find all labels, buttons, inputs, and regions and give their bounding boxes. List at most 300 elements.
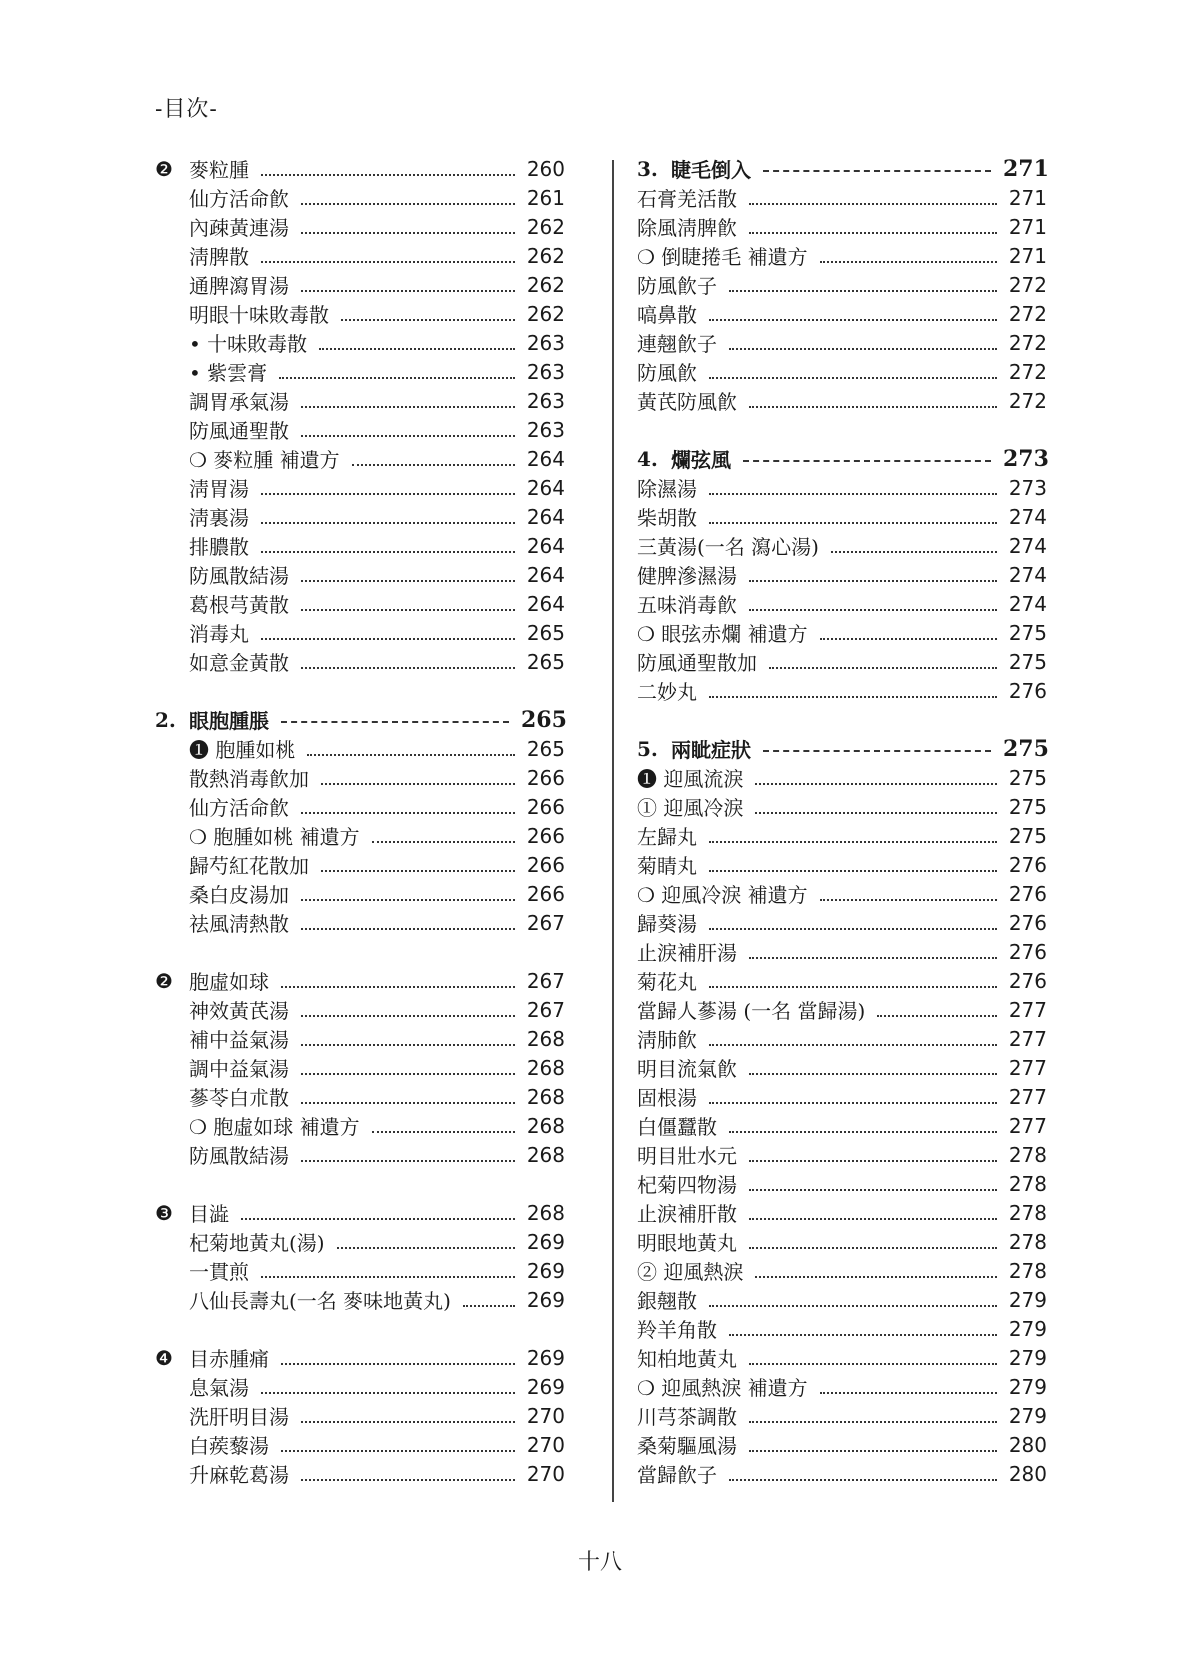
toc-entry[interactable] [637, 473, 1047, 502]
entry-title: 當歸人蔘湯 (一名 當歸湯) [637, 999, 866, 1023]
entry-title: 洗肝明目湯 [189, 1405, 289, 1429]
dot-leader [301, 1479, 515, 1481]
toc-entry[interactable] [155, 879, 565, 908]
dot-leader [749, 609, 997, 611]
toc-spacer [155, 1169, 565, 1198]
page-number: 276 [1008, 881, 1047, 906]
toc-entry[interactable] [637, 647, 1047, 676]
entry-title: 一貫煎 [189, 1260, 249, 1284]
dot-leader [301, 609, 515, 611]
entry-title: 左歸丸 [637, 825, 697, 849]
toc-entry[interactable] [155, 328, 565, 357]
dash-leader [763, 750, 991, 752]
dot-leader [749, 1247, 997, 1249]
page-number: 267 [526, 910, 565, 935]
entry-title: 嗃鼻散 [637, 303, 697, 327]
dot-leader [709, 696, 997, 698]
entry-title: 如意金黃散 [189, 651, 289, 675]
toc-entry[interactable] [155, 1372, 565, 1401]
entry-title: 神效黃芪湯 [189, 999, 289, 1023]
toc-entry[interactable] [155, 444, 565, 473]
page-number: 266 [526, 881, 565, 906]
toc-entry[interactable] [155, 1053, 565, 1082]
dot-leader [463, 1305, 515, 1307]
dot-leader [241, 1218, 515, 1220]
toc-entry[interactable] [155, 618, 565, 647]
entry-title: 黃芪防風飮 [637, 390, 737, 414]
entry-title: 息氣湯 [189, 1376, 249, 1400]
dash-leader [281, 721, 509, 723]
column-divider [612, 160, 614, 1502]
toc-entry[interactable] [637, 531, 1047, 560]
entry-title: 消毒丸 [189, 622, 249, 646]
toc-entry[interactable] [637, 299, 1047, 328]
toc-spacer [155, 1314, 565, 1343]
page-number: 263 [526, 417, 565, 442]
toc-entry[interactable] [637, 763, 1047, 792]
toc-entry[interactable] [637, 183, 1047, 212]
section-number: 3. [637, 156, 658, 181]
toc-entry[interactable] [637, 850, 1047, 879]
dot-leader [709, 377, 997, 379]
entry-title: 內疎黃連湯 [189, 216, 289, 240]
dot-leader [709, 1102, 997, 1104]
dot-leader [301, 1102, 515, 1104]
entry-title: 防風散結湯 [189, 1144, 289, 1168]
entry-title: ① 迎風冷淚 [637, 796, 744, 820]
entry-title: ❍ 倒睫捲毛 補遺方 [637, 245, 808, 269]
page-number: 280 [1008, 1432, 1047, 1457]
entry-title: 白蒺藜湯 [189, 1434, 269, 1458]
toc-entry[interactable] [637, 357, 1047, 386]
entry-title: 仙方活命飮 [189, 796, 289, 820]
entry-title: 八仙長壽丸(一名 麥味地黃丸) [189, 1289, 451, 1313]
dot-leader [749, 1218, 997, 1220]
page-number: 271 [1008, 243, 1047, 268]
page-number: 270 [526, 1461, 565, 1486]
entry-title: 桑白皮湯加 [189, 883, 289, 907]
toc-entry[interactable] [637, 1285, 1047, 1314]
toc-entry[interactable] [155, 1430, 565, 1459]
toc-entry[interactable] [637, 1111, 1047, 1140]
toc-entry[interactable] [637, 1169, 1047, 1198]
entry-title: • 十味敗毒散 [189, 332, 308, 356]
dot-leader [301, 435, 515, 437]
dot-leader [749, 232, 997, 234]
page-number: 266 [526, 852, 565, 877]
entry-marker: ❸ [155, 1200, 173, 1225]
entry-title: 麥粒腫 [189, 158, 249, 182]
entry-title: 防風飮 [637, 361, 697, 385]
toc-entry[interactable] [637, 241, 1047, 270]
page-number: 266 [526, 794, 565, 819]
page-number: 269 [526, 1258, 565, 1283]
section-number: 5. [637, 736, 658, 761]
toc-entry[interactable] [155, 299, 565, 328]
page-number: 265 [526, 736, 565, 761]
page-number: 264 [526, 475, 565, 500]
dot-leader [261, 174, 515, 176]
dot-leader [709, 870, 997, 872]
page-number: 276 [1008, 939, 1047, 964]
toc-spacer [155, 676, 565, 705]
page-number: 270 [526, 1403, 565, 1428]
entry-title: 知柏地黃丸 [637, 1347, 737, 1371]
dot-leader [749, 203, 997, 205]
entry-title: 排膿散 [189, 535, 249, 559]
page-number: 265 [526, 620, 565, 645]
toc-section-heading[interactable] [155, 705, 565, 734]
entry-title: 調胃承氣湯 [189, 390, 289, 414]
page-number: 278 [1008, 1200, 1047, 1225]
page-number: 264 [526, 504, 565, 529]
toc-entry[interactable] [155, 763, 565, 792]
toc-entry[interactable] [155, 154, 565, 183]
dot-leader [709, 319, 997, 321]
page-header: -目次- [155, 97, 218, 122]
page-number: 279 [1008, 1316, 1047, 1341]
page-number: 267 [526, 997, 565, 1022]
page-number: 268 [526, 1113, 565, 1138]
toc-entry[interactable] [155, 1343, 565, 1372]
toc-entry[interactable] [637, 560, 1047, 589]
dot-leader [820, 261, 997, 263]
dot-leader [301, 667, 515, 669]
toc-entry[interactable] [637, 386, 1047, 415]
dot-leader [301, 812, 515, 814]
dot-leader [729, 1334, 997, 1336]
toc-entry[interactable] [155, 502, 565, 531]
page-number: 274 [1008, 504, 1047, 529]
entry-title: ② 迎風熱淚 [637, 1260, 744, 1284]
entry-title: 目澁 [189, 1202, 229, 1226]
entry-title: 防風散結湯 [189, 564, 289, 588]
dot-leader [261, 638, 515, 640]
page-number: 271 [1008, 214, 1047, 239]
entry-title: 蔘苓白朮散 [189, 1086, 289, 1110]
entry-title: 明眼十味敗毒散 [189, 303, 329, 327]
page-number: 277 [1008, 1113, 1047, 1138]
page-number: 265 [526, 649, 565, 674]
dot-leader [820, 638, 997, 640]
page-number: 265 [521, 706, 567, 733]
page-number: 275 [1008, 765, 1047, 790]
toc-entry[interactable] [637, 966, 1047, 995]
page-number: 277 [1008, 1026, 1047, 1051]
toc-entry[interactable] [155, 995, 565, 1024]
page-number: 261 [526, 185, 565, 210]
page-number: 268 [526, 1084, 565, 1109]
entry-title: 止淚補肝散 [637, 1202, 737, 1226]
toc-entry[interactable] [155, 850, 565, 879]
entry-title: 當歸飮子 [637, 1463, 717, 1487]
page-number: 275 [1003, 735, 1049, 762]
entry-marker: ❷ [155, 156, 173, 181]
page-number: 274 [1008, 562, 1047, 587]
dot-leader [261, 1276, 515, 1278]
page-number: 262 [526, 272, 565, 297]
page-number: 266 [526, 823, 565, 848]
entry-title: 銀翹散 [637, 1289, 697, 1313]
page-number: 262 [526, 243, 565, 268]
dot-leader [709, 986, 997, 988]
toc-entry[interactable] [155, 183, 565, 212]
toc-section-heading[interactable] [637, 154, 1047, 183]
toc-entry[interactable] [637, 1053, 1047, 1082]
entry-title: 白僵蠶散 [637, 1115, 717, 1139]
entry-title: 升麻乾葛湯 [189, 1463, 289, 1487]
page-number: 269 [526, 1287, 565, 1312]
toc-entry[interactable] [155, 966, 565, 995]
toc-entry[interactable] [637, 1024, 1047, 1053]
dot-leader [749, 1073, 997, 1075]
entry-title: 明目流氣飮 [637, 1057, 737, 1081]
entry-title: 石膏羌活散 [637, 187, 737, 211]
dot-leader [729, 1131, 997, 1133]
entry-title: 淸胃湯 [189, 477, 249, 501]
page-number: 278 [1008, 1171, 1047, 1196]
page-number: 279 [1008, 1374, 1047, 1399]
dot-leader [372, 841, 515, 843]
entry-title: 防風通聖散加 [637, 651, 757, 675]
entry-title: 仙方活命飮 [189, 187, 289, 211]
page-number: 277 [1008, 1055, 1047, 1080]
toc-entry[interactable] [155, 792, 565, 821]
toc-entry[interactable] [155, 386, 565, 415]
page-number: 263 [526, 330, 565, 355]
section-number: 2. [155, 707, 176, 732]
toc-entry[interactable] [637, 618, 1047, 647]
page-number: 263 [526, 388, 565, 413]
page-number: 272 [1008, 388, 1047, 413]
dot-leader [352, 464, 515, 466]
toc-entry[interactable] [637, 1401, 1047, 1430]
entry-title: ❍ 麥粒腫 補遺方 [189, 448, 340, 472]
toc-entry[interactable] [155, 1256, 565, 1285]
dot-leader [301, 1044, 515, 1046]
toc-entry[interactable] [155, 473, 565, 502]
dot-leader [749, 406, 997, 408]
toc-entry[interactable] [155, 415, 565, 444]
entry-title: 通脾瀉胃湯 [189, 274, 289, 298]
page-number: 276 [1008, 910, 1047, 935]
entry-title: • 紫雲膏 [189, 361, 268, 385]
toc-entry[interactable] [637, 502, 1047, 531]
page-number: 269 [526, 1229, 565, 1254]
page-number: 277 [1008, 997, 1047, 1022]
page-number: 269 [526, 1374, 565, 1399]
dot-leader [709, 1044, 997, 1046]
toc-entry[interactable] [155, 589, 565, 618]
dot-leader [301, 203, 515, 205]
toc-entry[interactable] [155, 1082, 565, 1111]
toc-entry[interactable] [637, 328, 1047, 357]
entry-marker: ❷ [155, 968, 173, 993]
entry-title: 菊睛丸 [637, 854, 697, 878]
toc-entry[interactable] [637, 1459, 1047, 1488]
toc-entry[interactable] [637, 1256, 1047, 1285]
toc-entry[interactable] [637, 1198, 1047, 1227]
entry-title: 淸裏湯 [189, 506, 249, 530]
toc-entry[interactable] [637, 879, 1047, 908]
dot-leader [749, 1189, 997, 1191]
toc-entry[interactable] [155, 531, 565, 560]
dot-leader [301, 899, 515, 901]
page-number: 275 [1008, 823, 1047, 848]
toc-entry[interactable] [637, 908, 1047, 937]
toc-section-heading[interactable] [637, 444, 1047, 473]
toc-entry[interactable] [155, 1111, 565, 1140]
toc-entry[interactable] [155, 1140, 565, 1169]
toc-entry[interactable] [637, 1343, 1047, 1372]
dot-leader [749, 1363, 997, 1365]
entry-title: 明目壯水元 [637, 1144, 737, 1168]
toc-entry[interactable] [155, 560, 565, 589]
dot-leader [341, 319, 515, 321]
dot-leader [749, 1450, 997, 1452]
page-number: 278 [1008, 1258, 1047, 1283]
toc-section-heading[interactable] [637, 734, 1047, 763]
toc-entry[interactable] [637, 1082, 1047, 1111]
dot-leader [755, 783, 997, 785]
toc-entry[interactable] [155, 1285, 565, 1314]
entry-title: 五味消毒飮 [637, 593, 737, 617]
toc-entry[interactable] [637, 937, 1047, 966]
dot-leader [301, 406, 515, 408]
dot-leader [749, 1421, 997, 1423]
dot-leader [319, 348, 515, 350]
toc-entry[interactable] [637, 589, 1047, 618]
entry-title: 除濕湯 [637, 477, 697, 501]
page-number: 278 [1008, 1142, 1047, 1167]
dot-leader [307, 754, 515, 756]
toc-entry[interactable] [155, 1227, 565, 1256]
dot-leader [831, 551, 997, 553]
entry-title: 歸芍紅花散加 [189, 854, 309, 878]
dot-leader [749, 957, 997, 959]
toc-entry[interactable] [637, 1430, 1047, 1459]
toc-entry[interactable] [155, 1198, 565, 1227]
page-number: 279 [1008, 1345, 1047, 1370]
page-number: 276 [1008, 678, 1047, 703]
dot-leader [301, 1073, 515, 1075]
dot-leader [261, 261, 515, 263]
dot-leader [709, 928, 997, 930]
dot-leader [261, 1392, 515, 1394]
toc-entry[interactable] [155, 1024, 565, 1053]
section-title: 眼胞腫脹 [189, 709, 269, 733]
toc-entry[interactable] [637, 212, 1047, 241]
toc-entry[interactable] [155, 647, 565, 676]
toc-entry[interactable] [637, 1140, 1047, 1169]
entry-title: 柴胡散 [637, 506, 697, 530]
toc-entry[interactable] [637, 1314, 1047, 1343]
page-number: 271 [1008, 185, 1047, 210]
toc-entry[interactable] [155, 908, 565, 937]
entry-marker: ❹ [155, 1345, 173, 1370]
page-number: 271 [1003, 155, 1049, 182]
entry-title: 葛根芎黃散 [189, 593, 289, 617]
entry-title: ❶ 胞腫如桃 [189, 738, 296, 762]
dot-leader [755, 812, 997, 814]
entry-title: 杞菊四物湯 [637, 1173, 737, 1197]
toc-entry[interactable] [155, 1459, 565, 1488]
dot-leader [301, 580, 515, 582]
page-number: 276 [1008, 852, 1047, 877]
entry-title: 目赤腫痛 [189, 1347, 269, 1371]
dot-leader [301, 1160, 515, 1162]
page-number: 264 [526, 533, 565, 558]
toc-spacer [637, 415, 1047, 444]
page-number: 275 [1008, 649, 1047, 674]
page-number: 277 [1008, 1084, 1047, 1109]
dot-leader [337, 1247, 515, 1249]
toc-entry[interactable] [637, 1372, 1047, 1401]
page-number: 279 [1008, 1287, 1047, 1312]
toc-entry[interactable] [155, 734, 565, 763]
toc-entry[interactable] [155, 1401, 565, 1430]
toc-spacer [155, 937, 565, 966]
dot-leader [729, 1479, 997, 1481]
entry-title: 祛風淸熱散 [189, 912, 289, 936]
entry-title: ❍ 迎風冷淚 補遺方 [637, 883, 808, 907]
entry-title: ❍ 迎風熱淚 補遺方 [637, 1376, 808, 1400]
page-footer-number: 十八 [577, 1550, 622, 1575]
entry-title: 二妙丸 [637, 680, 697, 704]
dot-leader [281, 1450, 515, 1452]
page-number: 268 [526, 1200, 565, 1225]
page-number: 268 [526, 1055, 565, 1080]
entry-title: 固根湯 [637, 1086, 697, 1110]
toc-entry[interactable] [637, 676, 1047, 705]
toc-entry[interactable] [637, 1227, 1047, 1256]
dot-leader [301, 232, 515, 234]
dot-leader [301, 290, 515, 292]
page-number: 280 [1008, 1461, 1047, 1486]
page-number: 264 [526, 591, 565, 616]
page-number: 260 [526, 156, 565, 181]
entry-title: 止淚補肝湯 [637, 941, 737, 965]
toc-entry[interactable] [155, 357, 565, 386]
toc-entry[interactable] [155, 270, 565, 299]
page-number: 276 [1008, 968, 1047, 993]
page-number: 264 [526, 562, 565, 587]
page-number: 274 [1008, 533, 1047, 558]
toc-entry[interactable] [637, 995, 1047, 1024]
toc-entry[interactable] [155, 241, 565, 270]
page-number: 275 [1008, 794, 1047, 819]
toc-entry[interactable] [155, 821, 565, 850]
dot-leader [877, 1015, 997, 1017]
entry-title: 防風通聖散 [189, 419, 289, 443]
dot-leader [769, 667, 997, 669]
page-number: 264 [526, 446, 565, 471]
dot-leader [709, 522, 997, 524]
toc-entry[interactable] [637, 821, 1047, 850]
dot-leader [321, 870, 515, 872]
toc-entry[interactable] [637, 270, 1047, 299]
entry-title: 淸脾散 [189, 245, 249, 269]
page-number: 270 [526, 1432, 565, 1457]
entry-title: 散熱消毒飮加 [189, 767, 309, 791]
toc-entry[interactable] [637, 792, 1047, 821]
entry-title: 歸葵湯 [637, 912, 697, 936]
dot-leader [820, 899, 997, 901]
page-number: 268 [526, 1142, 565, 1167]
entry-title: 杞菊地黃丸(湯) [189, 1231, 325, 1255]
page-number: 274 [1008, 591, 1047, 616]
toc-entry[interactable] [155, 212, 565, 241]
